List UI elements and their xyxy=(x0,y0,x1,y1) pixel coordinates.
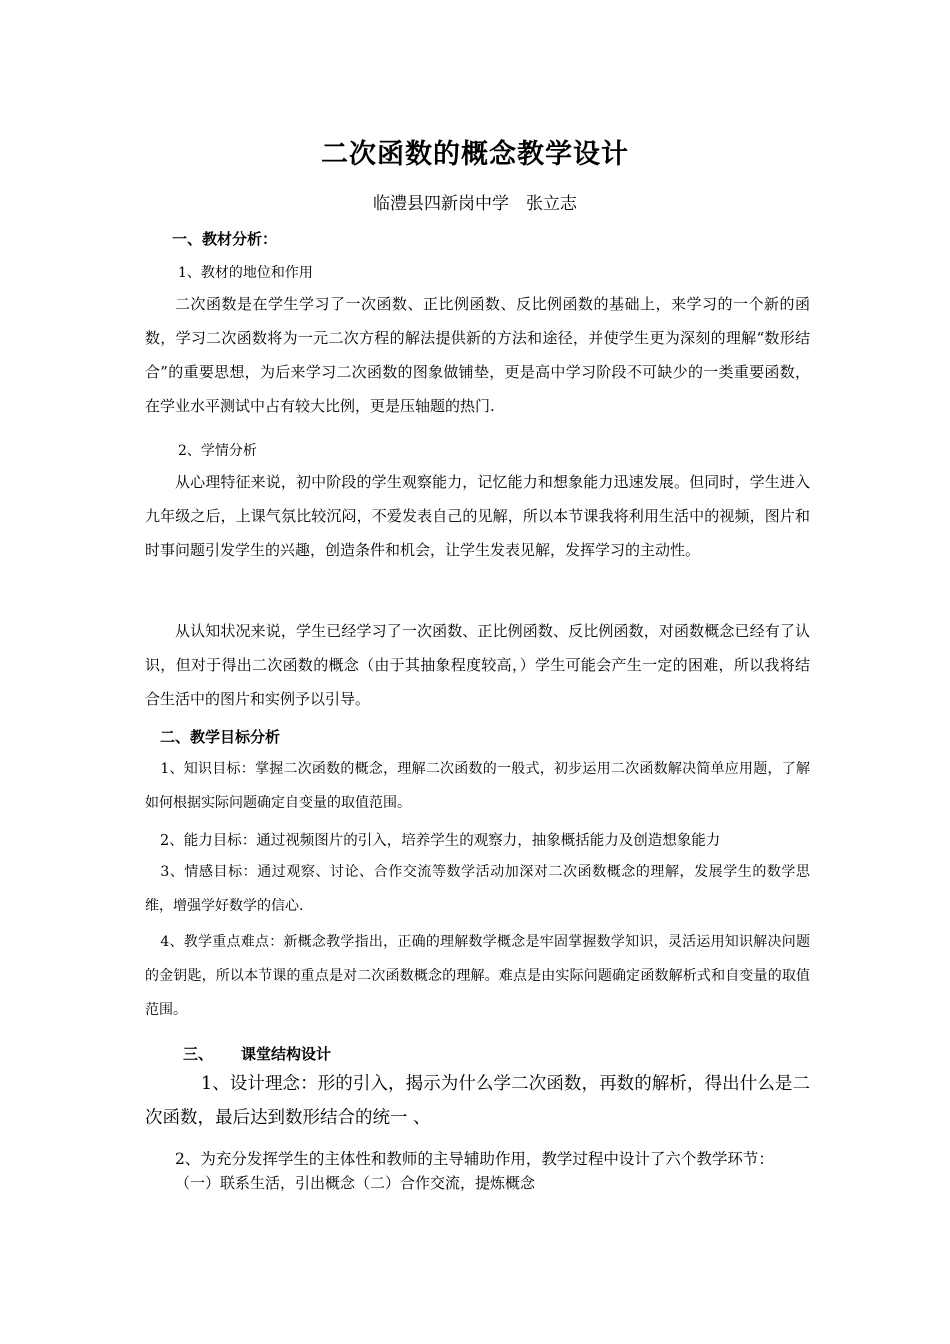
page-title: 二次函数的概念教学设计 xyxy=(321,139,629,170)
section-3-heading: 课堂结构设计 xyxy=(241,1045,332,1063)
section-1-paragraph-3: 从认知状况来说，学生已经学习了一次函数、正比例函数、反比例函数，对函数概念已经有了认识，但对于得出二次函数的概念（由于其抽象程度较高，）学生可能会产生一定的困难，所以我将结合生活中的图片和实例予以引导。 xyxy=(145,622,810,708)
section-3-number: 三、 xyxy=(183,1045,214,1063)
design-concept-paragraph: 1、设计理念：形的引入，揭示为什么学二次函数，再数的解析，得出什么是二次函数，最后达到数形结合的统一 、 xyxy=(145,1074,810,1128)
goal-knowledge: 1、知识目标：掌握二次函数的概念，理解二次函数的一般式，初步运用二次函数解决简单应用题，了解如何根据实际问题确定自变量的取值范围。 xyxy=(145,761,810,811)
section-2-heading: 二、教学目标分析 xyxy=(160,728,281,746)
section-1-paragraph-2: 从心理特征来说，初中阶段的学生观察能力，记忆能力和想象能力迅速发展。但同时，学生进入九年级之后，上课气氛比较沉闷，不爱发表自己的见解，所以本节课我将利用生活中的视频，图片和时事问题引发学生的兴趣，创造条件和机会，让学生发表见解，发挥学习的主动性。 xyxy=(145,473,810,559)
section-1-sub-2: 2、学情分析 xyxy=(178,443,257,459)
goal-key-points: 4、教学重点难点：新概念教学指出，正确的理解数学概念是牢固掌握数学知识，灵活运用知识解决问题的金钥匙，所以本节课的重点是对二次函数概念的理解。难点是由实际问题确定函数解析式和自变量的取值范围。 xyxy=(145,934,810,1018)
goal-ability: 2、能力目标：通过视频图片的引入，培养学生的观察力，抽象概括能力及创造想象能力 xyxy=(160,833,721,849)
section-1-sub-1: 1、教材的地位和作用 xyxy=(178,265,313,281)
section-1-heading: 一、教材分析： xyxy=(172,230,278,248)
author-line: 临澧县四新岗中学 张立志 xyxy=(373,194,577,214)
goal-emotion: 3、情感目标：通过观察、讨论、合作交流等数学活动加深对二次函数概念的理解，发展学生的数学思维，增强学好数学的信心. xyxy=(145,864,810,914)
section-1-paragraph-1: 二次函数是在学生学习了一次函数、正比例函数、反比例函数的基础上，来学习的一个新的函数，学习二次函数将为一元二次方程的解法提供新的方法和途径，并使学生更为深刻的理解“数形结合”的重要思想，为后来学习二次函数的图象做铺垫，更是高中学习阶段不可缺少的一类重要函数，在学业水平测试中占有较大比例，更是压轴题的热门. xyxy=(145,295,810,415)
teaching-steps-intro: 2、为充分发挥学生的主体性和教师的主导辅助作用，教学过程中设计了六个教学环节： xyxy=(175,1150,774,1168)
teaching-steps-list: （一）联系生活，引出概念（二）合作交流，提炼概念 xyxy=(175,1174,536,1192)
